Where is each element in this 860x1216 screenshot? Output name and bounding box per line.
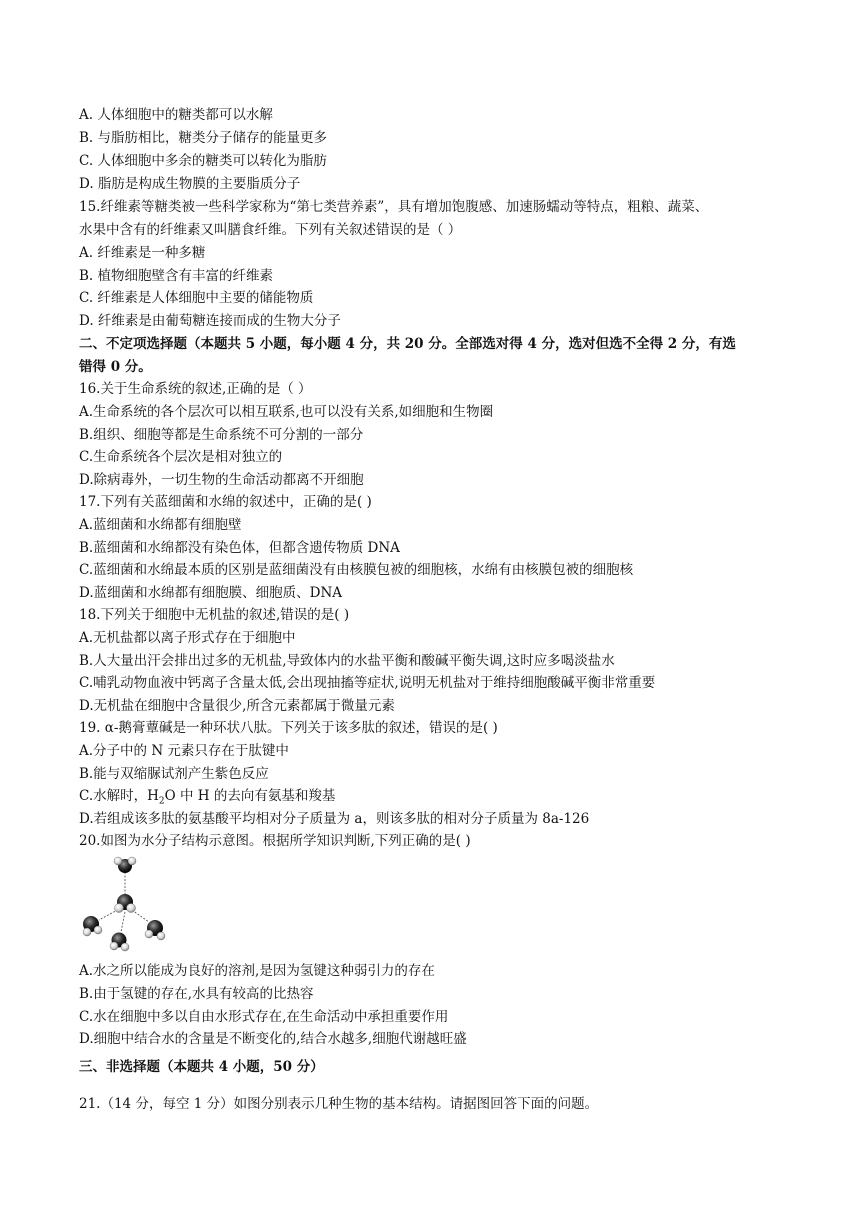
q18-option-d: D.无机盐在细胞中含量很少,所含元素都属于微量元素 [79, 698, 395, 714]
q18-option-b: B.人大量出汗会排出过多的无机盐,导致体内的水盐平衡和酸碱平衡失调,这时应多喝淡盐水 [79, 653, 615, 669]
q20-option-c: C.水在细胞中多以自由水形式存在,在生命活动中承担重要作用 [79, 1009, 449, 1025]
q14-option-c: C. 人体细胞中多余的糖类可以转化为脂肪 [79, 153, 327, 169]
q19-option-b: B.能与双缩脲试剂产生紫色反应 [79, 766, 269, 782]
q19-option-c-post: O 中 H 的去向有氨基和羧基 [164, 788, 336, 804]
q15-option-c: C. 纤维素是人体细胞中主要的储能物质 [79, 290, 314, 306]
bottom-water-molecule [110, 933, 129, 952]
q19-option-c-pre: C.水解时，H [79, 788, 159, 804]
q17-stem: 17.下列有关蓝细菌和水绵的叙述中，正确的是( ) [79, 494, 372, 510]
q15-stem-line1: 15.纤维素等糖类被一些科学家称为“第七类营养素”，具有增加饱腹感、加速肠蠕动等特点，粗粮、蔬菜、 [79, 199, 709, 215]
q16-option-a: A.生命系统的各个层次可以相互联系,也可以没有关系,如细胞和生物圈 [79, 404, 494, 420]
water-molecule-figure [79, 852, 171, 952]
q19-option-a: A.分子中的 N 元素只存在于肽键中 [79, 743, 289, 759]
q19-option-d: D.若组成该多肽的氨基酸平均相对分子质量为 a，则该多肽的相对分子质量为 8a-126 [79, 811, 590, 827]
q15-option-b: B. 植物细胞壁含有丰富的纤维素 [79, 268, 274, 284]
q16-stem: 16.关于生命系统的叙述,正确的是（ ） [79, 381, 312, 397]
q18-stem: 18.下列关于细胞中无机盐的叙述,错误的是( ) [79, 607, 350, 623]
q16-option-c: C.生命系统各个层次是相对独立的 [79, 449, 283, 465]
section2-heading-line2: 错得 0 分。 [79, 359, 152, 375]
q18-option-c: C.哺乳动物血液中钙离子含量太低,会出现抽搐等症状,说明无机盐对于维持细胞酸碱平衡非常重要 [79, 675, 656, 691]
q16-option-d: D.除病毒外，一切生物的生命活动都离不开细胞 [79, 472, 364, 488]
q19-option-c [79, 785, 809, 807]
right-water-molecule [145, 920, 165, 940]
q17-option-d: D.蓝细菌和水绵都有细胞膜、细胞质、DNA [79, 585, 343, 601]
q14-option-a: A. 人体细胞中的糖类都可以水解 [79, 107, 273, 123]
center-water-molecule [115, 894, 136, 913]
q20-option-b: B.由于氢键的存在,水具有较高的比热容 [79, 986, 314, 1002]
q15-option-d: D. 纤维素是由葡萄糖连接而成的生物大分子 [79, 313, 341, 329]
q20-option-d: D.细胞中结合水的含量是不断变化的,结合水越多,细胞代谢越旺盛 [79, 1031, 467, 1047]
q14-option-b: B. 与脂肪相比，糖类分子储存的能量更多 [79, 130, 328, 146]
q20-stem: 20.如图为水分子结构示意图。根据所学知识判断,下列正确的是( ) [79, 833, 471, 849]
top-water-molecule [114, 857, 136, 873]
q21-stem: 21.（14 分，每空 1 分）如图分别表示几种生物的基本结构。请据图回答下面的问题。 [79, 1096, 599, 1112]
q15-option-a: A. 纤维素是一种多糖 [79, 245, 206, 261]
q17-option-a: A.蓝细菌和水绵都有细胞壁 [79, 517, 242, 533]
section3-heading: 三、非选择题（本题共 4 小题，50 分） [79, 1059, 324, 1075]
q18-option-a: A.无机盐都以离子形式存在于细胞中 [79, 630, 296, 646]
q14-option-d: D. 脂肪是构成生物膜的主要脂质分子 [79, 176, 301, 192]
q17-option-b: B.蓝细菌和水绵都没有染色体，但都含遗传物质 DNA [79, 540, 400, 556]
q19-option-c-sub: 2 [158, 796, 165, 807]
q15-stem-line2: 水果中含有的纤维素又叫膳食纤维。下列有关叙述错误的是（ ） [79, 222, 462, 238]
q17-option-c: C.蓝细菌和水绵最本质的区别是蓝细菌没有由核膜包被的细胞核，水绵有由核膜包被的细胞核 [79, 562, 634, 578]
q19-stem: 19. α-鹅膏蕈碱是一种环状八肽。下列关于该多肽的叙述，错误的是( ) [79, 720, 498, 736]
q16-option-b: B.组织、细胞等都是生命系统不可分割的一部分 [79, 427, 364, 443]
q20-option-a: A.水之所以能成为良好的溶剂,是因为氢键这种弱引力的存在 [79, 963, 435, 979]
left-water-molecule [83, 916, 102, 936]
section2-heading-line1: 二、不定项选择题（本题共 5 小题，每小题 4 分，共 20 分。全部选对得 4 分，选对但选不全得 2 分，有选 [79, 336, 736, 352]
